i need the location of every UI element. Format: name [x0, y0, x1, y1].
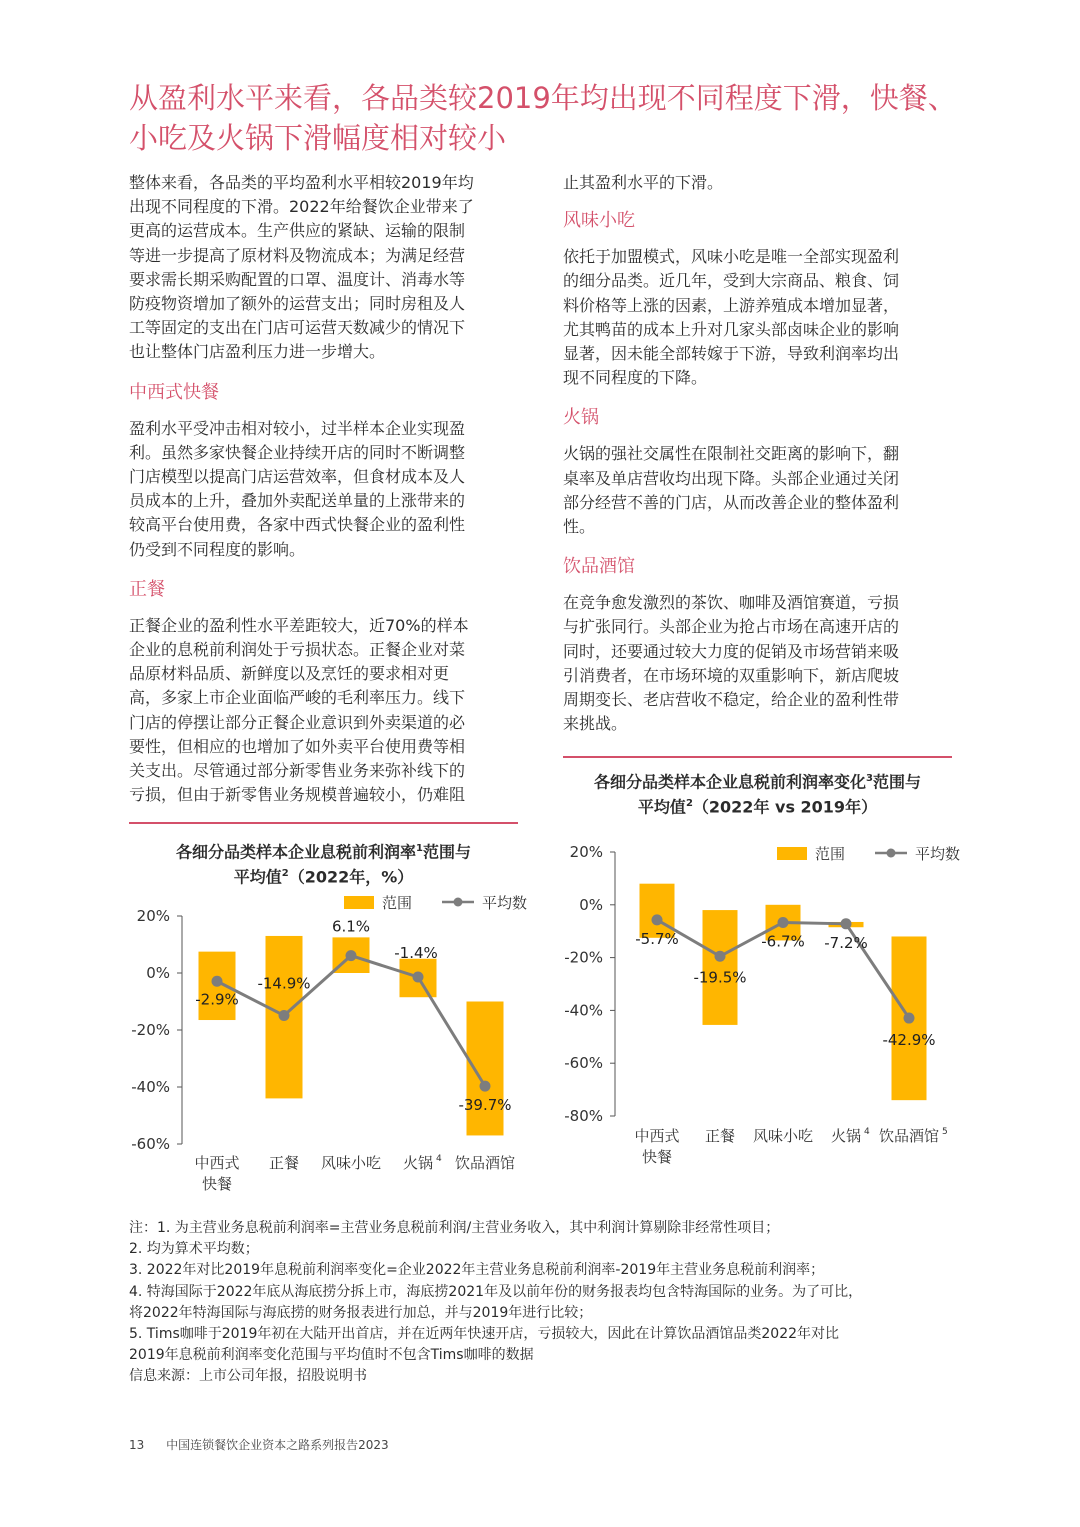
text-line: 仍受到不同程度的影响。: [129, 539, 306, 559]
text-line: 在竞争愈发激烈的茶饮、咖啡及酒馆赛道，亏损: [563, 593, 900, 613]
page-title: [129, 78, 1029, 158]
footnote-line: 5. Tims咖啡于2019年初在大陆开出首店，并在近两年快速开店，亏损较大，因此在计算饮品酒馆品类2022年对比: [129, 1326, 840, 1343]
footnote-line: 3. 2022年对比2019年息税前利润率变化=企业2022年主营业务息税前利润率-2019年主营业务息税前利润率；: [129, 1262, 825, 1279]
text-line: 防疫物资增加了额外的运营支出；同时房租及人: [129, 294, 466, 314]
heading-formal-dining: 正餐: [129, 578, 165, 600]
data-label: 6.1%: [331, 917, 371, 936]
text-line: 要求需长期采购配置的口罩、温度计、消毒水等: [129, 269, 466, 289]
y-tick-label: 20%: [569, 843, 603, 861]
right-column: [563, 171, 963, 736]
x-category-footnote: 4: [436, 1154, 442, 1164]
legend-range-label: 范围: [815, 845, 846, 863]
chart1-title-sup: 2: [281, 868, 289, 880]
text-line: 出现不同程度的下滑。2022年给餐饮企业带来了: [129, 197, 474, 217]
chart2-top-rule: [563, 756, 952, 758]
text-line: 品原材料品质、新鲜度以及烹饪的要求相对更: [129, 664, 450, 684]
text-line: 依托于加盟模式，风味小吃是唯一全部实现盈利: [563, 247, 900, 267]
y-tick-label: 20%: [136, 907, 170, 925]
text-line: 要性，但相应的也增加了如外卖平台使用费等相: [129, 736, 466, 756]
text-line: 员成本的上升，叠加外卖配送单量的上涨带来的: [129, 491, 466, 511]
footnote-line: 注：1. 为主营业务息税前利润率=主营业务息税前利润/主营业务收入，其中利润计算剔除非经常性项目；: [129, 1220, 780, 1236]
footnote-line: 2. 均为算术平均数；: [129, 1241, 259, 1258]
average-point: [715, 951, 726, 962]
legend-average-label: 平均数: [915, 845, 961, 863]
heading-drinks-bars: 饮品酒馆: [563, 556, 635, 578]
data-label: -7.2%: [824, 933, 868, 952]
y-tick-label: -20%: [131, 1021, 170, 1039]
legend-average-marker: [887, 849, 896, 858]
text-line: 料价格等上涨的因素，上游养殖成本增加显著，: [563, 295, 900, 315]
chart1-plot: [100, 885, 540, 1205]
chart1-top-rule: [129, 822, 518, 824]
text-line: 显著，因未能全部转嫁于下游，导致利润率均出: [563, 344, 900, 364]
text-line: 门店模型以提高门店运营效率，但食材成本及人: [129, 467, 466, 487]
footnote-line: 将2022年特海国际与海底捞的财务报表进行加总，并与2019年进行比较；: [129, 1304, 593, 1321]
x-category-label: 风味小吃: [320, 1154, 382, 1172]
footnotes: [129, 1218, 989, 1388]
hotpot-paragraph: [563, 442, 963, 539]
heading-fast-food: 中西式快餐: [129, 381, 219, 403]
legend-range-swatch: [344, 896, 374, 909]
legend-range-label: 范围: [382, 894, 413, 912]
text-line: 高，多家上市企业面临严峻的毛利率压力。线下: [129, 688, 466, 708]
x-category-label: 火锅: [830, 1127, 862, 1145]
fast-food-paragraph: [129, 417, 529, 562]
y-tick-label: -60%: [131, 1135, 170, 1153]
y-tick-label: -40%: [564, 1001, 603, 1020]
text-line: 来挑战。: [563, 714, 628, 734]
data-label: -42.9%: [882, 1031, 936, 1050]
average-point: [212, 976, 223, 987]
drinks-paragraph: [563, 591, 963, 736]
chart2-title-text: 各细分品类样本企业息税前利润率变化: [594, 772, 867, 792]
average-point: [413, 971, 424, 982]
continued-text: 止其盈利水平的下滑。: [563, 173, 724, 192]
data-label: -5.7%: [635, 929, 679, 948]
y-tick-label: 0%: [146, 964, 170, 982]
title-line-1: 从盈利水平来看，各品类较2019年均出现不同程度下滑，快餐、: [129, 81, 957, 115]
text-line: 的细分品类。近几年，受到大宗商品、粮食、饲: [563, 271, 900, 291]
formal-dining-paragraph: [129, 614, 529, 808]
footnote-line: 2019年息税前利润率变化范围与平均值时不包含Tims咖啡的数据: [129, 1347, 534, 1364]
text-line: 企业的息税前利润处于亏损状态。正餐企业对菜: [129, 640, 466, 660]
x-category-label: 火锅: [402, 1154, 434, 1172]
x-category-label: 中西式: [194, 1154, 240, 1172]
chart2-title-text: 范围与: [872, 772, 921, 792]
chart1-title-text: 各细分品类样本企业息税前利润率: [176, 842, 417, 862]
chart1-title-text: （2022年，%）: [288, 867, 414, 887]
data-label: -2.9%: [195, 990, 239, 1009]
x-category-footnote: 4: [864, 1127, 870, 1137]
text-line: 性。: [563, 517, 596, 537]
text-line: 整体来看，各品类的平均盈利水平相较2019年均: [129, 173, 474, 192]
text-line: 关支出。尽管通过部分新零售业务来弥补线下的: [129, 761, 466, 781]
page-footer: [129, 1436, 407, 1453]
chart2-title-text: 平均值: [637, 797, 686, 817]
average-point: [904, 1013, 915, 1024]
text-line: 利。虽然多家快餐企业持续开店的同时不断调整: [129, 442, 466, 462]
x-category-footnote: 5: [942, 1127, 948, 1137]
text-line: 现不同程度的下降。: [563, 368, 708, 388]
data-label: -6.7%: [761, 932, 805, 951]
average-point: [841, 918, 852, 929]
source-line: 信息来源：上市公司年报，招股说明书: [129, 1368, 367, 1385]
data-label: -19.5%: [693, 968, 747, 987]
average-point: [480, 1081, 491, 1092]
range-bar: [467, 1002, 504, 1136]
data-label: -14.9%: [257, 974, 311, 993]
text-line: 火锅的强社交属性在限制社交距离的影响下，翻: [563, 444, 900, 464]
heading-hotpot: 火锅: [563, 407, 599, 429]
text-line: 门店的停摆让部分正餐企业意识到外卖渠道的必: [129, 712, 466, 732]
chart2-title-sup: 3: [866, 773, 873, 784]
y-tick-label: -60%: [564, 1054, 603, 1073]
legend-range-swatch: [777, 847, 807, 860]
x-category-label: 中西式: [634, 1127, 680, 1145]
text-line: 部分经营不善的门店，从而改善企业的整体盈利: [563, 492, 900, 512]
average-point: [346, 950, 357, 961]
text-line: 尤其鸭苗的成本上升对几家头部卤味企业的影响: [563, 319, 900, 339]
report-name: 中国连锁餐饮企业资本之路系列报告2023: [166, 1438, 389, 1452]
data-label: -1.4%: [394, 943, 438, 962]
page-number: 13: [129, 1438, 145, 1452]
snacks-paragraph: [563, 245, 963, 390]
text-line: 正餐企业的盈利性水平差距较大，近70%的样本: [129, 615, 469, 635]
left-column: [129, 171, 529, 807]
text-line: 桌率及单店营收均出现下降。头部企业通过关闭: [563, 468, 900, 488]
chart2-title-text: （2022年 vs 2019年）: [692, 797, 878, 817]
x-category-label: 快餐: [201, 1175, 233, 1193]
intro-paragraph: [129, 171, 529, 365]
footnote-line: 4. 特海国际于2022年底从海底捞分拆上市，海底捞2021年及以前年份的财务报表均包含特海国际的业务。为了可比，: [129, 1283, 863, 1300]
x-category-label: 快餐: [641, 1148, 673, 1166]
legend-average-label: 平均数: [482, 894, 528, 912]
average-point: [778, 917, 789, 928]
chart2-title-sup: 2: [685, 798, 693, 810]
chart2-title: [563, 768, 952, 819]
x-category-label: 饮品酒馆: [454, 1154, 516, 1172]
x-category-label: 风味小吃: [752, 1127, 814, 1145]
chart1-title-sup: 1: [416, 843, 423, 854]
chart1-title-text: 平均值: [233, 867, 282, 887]
text-line: 同时，还要通过较大力度的促销及市场营销来吸: [563, 641, 900, 661]
text-line: 引消费者，在市场环境的双重影响下，新店爬坡: [563, 665, 900, 685]
text-line: 亏损，但由于新零售业务规模普遍较小，仍难阻: [129, 785, 466, 805]
y-tick-label: -20%: [564, 948, 603, 967]
y-tick-label: 0%: [579, 895, 603, 914]
average-point: [652, 914, 663, 925]
data-label: -39.7%: [458, 1096, 512, 1115]
heading-snacks: 风味小吃: [563, 210, 635, 232]
title-line-2: 小吃及火锅下滑幅度相对较小: [129, 121, 507, 155]
x-category-label: 正餐: [268, 1154, 300, 1172]
text-line: 等进一步提高了原材料及物流成本；为满足经营: [129, 245, 466, 265]
text-line: 盈利水平受冲击相对较小，过半样本企业实现盈: [129, 418, 466, 438]
y-tick-label: -40%: [131, 1078, 170, 1096]
average-point: [279, 1010, 290, 1021]
y-tick-label: -80%: [564, 1107, 603, 1125]
text-line: 与扩张同行。头部企业为抢占市场在高速开店的: [563, 617, 900, 637]
chart2-plot: [555, 835, 985, 1175]
x-category-label: 饮品酒馆: [878, 1127, 940, 1145]
text-line: 更高的运营成本。生产供应的紧缺、运输的限制: [129, 221, 466, 241]
text-line: 较高平台使用费，各家中西式快餐企业的盈利性: [129, 515, 466, 535]
text-line: 也让整体门店盈利压力进一步增大。: [129, 342, 386, 362]
chart1-title: [129, 838, 518, 889]
text-line: 工等固定的支出在门店可运营天数减少的情况下: [129, 318, 466, 338]
legend-average-marker: [454, 898, 463, 907]
text-line: 周期变长、老店营收不稳定，给企业的盈利性带: [563, 690, 900, 710]
x-category-label: 正餐: [704, 1127, 736, 1145]
chart1-title-text: 范围与: [422, 842, 471, 862]
